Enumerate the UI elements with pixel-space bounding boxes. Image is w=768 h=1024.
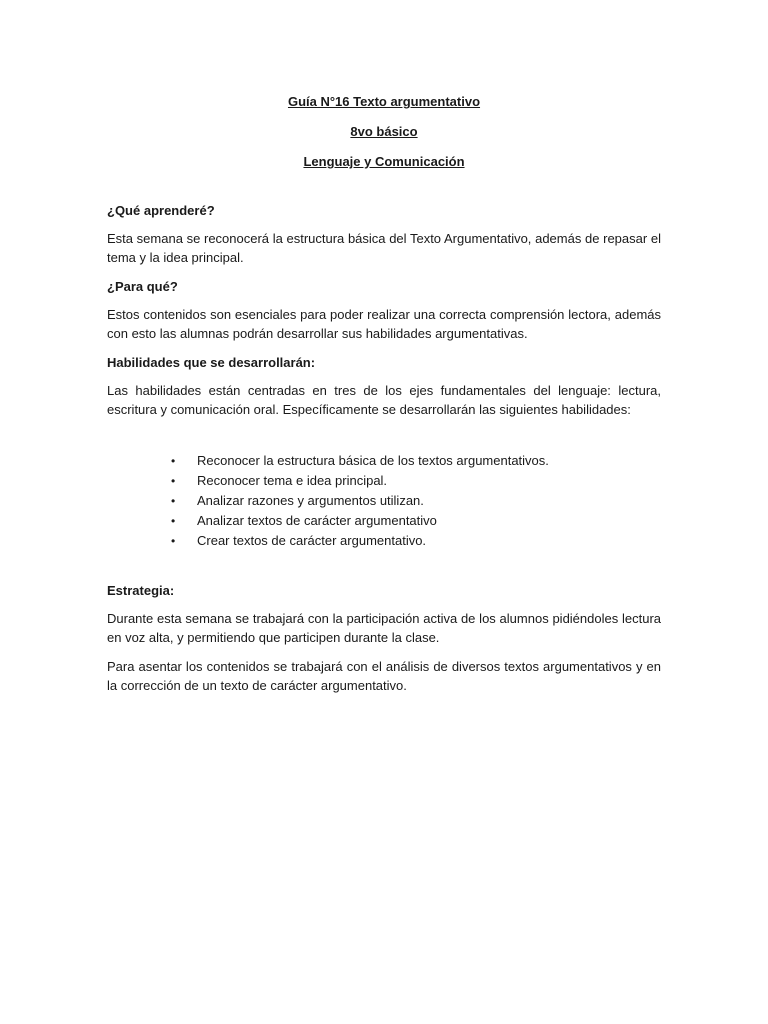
heading-para-que: ¿Para qué? (107, 279, 178, 294)
list-spacer (107, 551, 661, 581)
guide-title: Guía N°16 Texto argumentativo (287, 94, 481, 109)
paragraph-estrategia-2: Para asentar los contenidos se trabajará con el análisis de diversos textos argumentativos y en la corrección de un texto de carácter argumentativo. (107, 659, 661, 693)
grade-title: 8vo básico (350, 124, 418, 139)
heading-estrategia: Estrategia: (107, 583, 175, 598)
paragraph-estrategia-1: Durante esta semana se trabajará con la participación activa de los alumnos pidiéndoles lectura en voz alta, y permitiendo que participen durante la clase. (107, 611, 661, 645)
paragraph-para-que: Estos contenidos son esenciales para poder realizar una correcta comprensión lectora, además con esto las alumnas podrán desarrollar sus habilidades argumentativas. (107, 307, 661, 341)
title-spacer (107, 171, 661, 201)
bullet-icon: • (171, 474, 176, 488)
heading-que-aprendere: ¿Qué aprenderé? (107, 203, 215, 218)
bullet-icon: • (171, 494, 176, 508)
list-item-text: Analizar razones y argumentos utilizan. (197, 493, 424, 508)
list-item-text: Reconocer tema e idea principal. (197, 473, 388, 488)
heading-habilidades: Habilidades que se desarrollarán: (107, 355, 316, 370)
list-item-text: Analizar textos de carácter argumentativo (197, 513, 437, 528)
list-item (171, 451, 661, 471)
list-item-text: Crear textos de carácter argumentativo. (197, 533, 427, 548)
paragraph-habilidades: Las habilidades están centradas en tres de los ejes fundamentales del lenguaje: lectura, escritura y comunicación oral. Específicamente se desarrollarán las siguientes habilidades: (107, 383, 661, 417)
list-item (171, 491, 661, 511)
bullet-icon: • (171, 514, 176, 528)
list-item (171, 471, 661, 491)
skills-list (107, 451, 661, 551)
list-item-text: Reconocer la estructura básica de los textos argumentativos. (197, 453, 549, 468)
bullet-icon: • (171, 534, 176, 548)
list-item (171, 511, 661, 531)
subject-title: Lenguaje y Comunicación (303, 154, 465, 169)
document-content (107, 92, 661, 705)
list-item (171, 531, 661, 551)
paragraph-que-aprendere: Esta semana se reconocerá la estructura básica del Texto Argumentativo, además de repasar el tema y la idea principal. (107, 231, 661, 265)
bullet-icon: • (171, 454, 176, 468)
